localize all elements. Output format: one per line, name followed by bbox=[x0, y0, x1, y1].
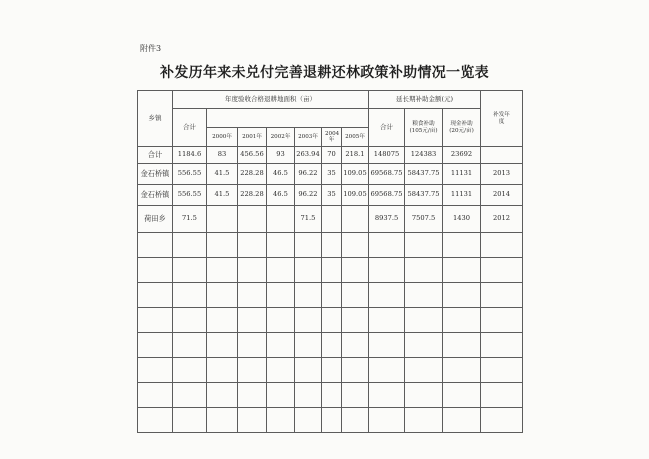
empty-cell bbox=[207, 233, 238, 258]
empty-cell bbox=[322, 358, 342, 383]
header-cash-subsidy bbox=[443, 109, 481, 147]
empty-cell bbox=[267, 358, 295, 383]
empty-cell bbox=[207, 408, 238, 433]
cell-2000: 83 bbox=[207, 147, 238, 164]
empty-cell bbox=[443, 333, 481, 358]
cell-year: 2014 bbox=[481, 185, 523, 206]
header-year-2003: 2003年 bbox=[295, 128, 322, 147]
empty-cell bbox=[295, 233, 322, 258]
cell-area-total: 556.55 bbox=[173, 164, 207, 185]
empty-cell bbox=[238, 333, 267, 358]
empty-cell bbox=[173, 383, 207, 408]
empty-cell bbox=[238, 408, 267, 433]
table-row bbox=[138, 147, 523, 164]
empty-cell bbox=[138, 283, 173, 308]
cell-grain: 124383 bbox=[405, 147, 443, 164]
cell-township: 荷田乡 bbox=[138, 206, 173, 233]
cell-township: 金石桥镇 bbox=[138, 185, 173, 206]
empty-cell bbox=[369, 308, 405, 333]
empty-cell bbox=[481, 233, 523, 258]
empty-cell bbox=[322, 258, 342, 283]
cell-2003: 96.22 bbox=[295, 164, 322, 185]
cell-2000: 41.5 bbox=[207, 164, 238, 185]
empty-cell bbox=[207, 308, 238, 333]
cell-2002: 46.5 bbox=[267, 185, 295, 206]
header-year-2001: 2001年 bbox=[238, 128, 267, 147]
empty-cell bbox=[481, 283, 523, 308]
empty-cell bbox=[443, 358, 481, 383]
empty-cell bbox=[322, 383, 342, 408]
cell-cash: 11131 bbox=[443, 164, 481, 185]
cell-2002: 93 bbox=[267, 147, 295, 164]
empty-cell bbox=[173, 258, 207, 283]
empty-cell bbox=[342, 333, 369, 358]
header-supplement-year: 补发年度 bbox=[481, 91, 523, 147]
empty-cell bbox=[369, 383, 405, 408]
cell-2004: 35 bbox=[322, 185, 342, 206]
cell-area-total: 71.5 bbox=[173, 206, 207, 233]
empty-cell bbox=[481, 408, 523, 433]
empty-cell bbox=[405, 283, 443, 308]
empty-table-row bbox=[138, 308, 523, 333]
empty-cell bbox=[443, 233, 481, 258]
cell-2001: 228.28 bbox=[238, 164, 267, 185]
empty-cell bbox=[369, 333, 405, 358]
empty-cell bbox=[207, 258, 238, 283]
empty-cell bbox=[443, 283, 481, 308]
empty-cell bbox=[267, 258, 295, 283]
empty-cell bbox=[369, 283, 405, 308]
cell-2003: 96.22 bbox=[295, 185, 322, 206]
cell-2003: 71.5 bbox=[295, 206, 322, 233]
empty-cell bbox=[267, 308, 295, 333]
header-subsidy-total: 合计 bbox=[369, 109, 405, 147]
empty-cell bbox=[342, 408, 369, 433]
empty-cell bbox=[481, 383, 523, 408]
cell-2000 bbox=[207, 206, 238, 233]
cell-2001: 456.56 bbox=[238, 147, 267, 164]
page-title: 补发历年来未兑付完善退耕还林政策补助情况一览表 bbox=[160, 65, 489, 81]
cell-2000: 41.5 bbox=[207, 185, 238, 206]
empty-cell bbox=[405, 383, 443, 408]
empty-cell bbox=[238, 308, 267, 333]
cash-rate-label: (20元/亩) bbox=[449, 127, 474, 134]
cell-grain: 58437.75 bbox=[405, 164, 443, 185]
empty-cell bbox=[369, 358, 405, 383]
cell-year: 2013 bbox=[481, 164, 523, 185]
empty-cell bbox=[342, 383, 369, 408]
table-row bbox=[138, 164, 523, 185]
cell-subsidy-total: 148075 bbox=[369, 147, 405, 164]
header-grain-subsidy bbox=[405, 109, 443, 147]
empty-cell bbox=[238, 358, 267, 383]
empty-table-row bbox=[138, 358, 523, 383]
empty-cell bbox=[173, 283, 207, 308]
empty-cell bbox=[267, 233, 295, 258]
empty-cell bbox=[207, 383, 238, 408]
empty-cell bbox=[238, 233, 267, 258]
empty-cell bbox=[405, 408, 443, 433]
empty-cell bbox=[443, 308, 481, 333]
grain-rate-label: (105元/亩) bbox=[409, 127, 438, 134]
empty-cell bbox=[342, 283, 369, 308]
grain-subsidy-label: 粮食补助 bbox=[412, 121, 435, 128]
empty-cell bbox=[443, 408, 481, 433]
empty-cell bbox=[342, 258, 369, 283]
cell-subsidy-total: 69568.75 bbox=[369, 164, 405, 185]
empty-cell bbox=[295, 408, 322, 433]
cell-year bbox=[481, 147, 523, 164]
empty-cell bbox=[295, 283, 322, 308]
empty-cell bbox=[238, 383, 267, 408]
empty-cell bbox=[207, 283, 238, 308]
cell-grain: 7507.5 bbox=[405, 206, 443, 233]
empty-table-row bbox=[138, 383, 523, 408]
empty-cell bbox=[207, 358, 238, 383]
cell-2004 bbox=[322, 206, 342, 233]
cell-cash: 1430 bbox=[443, 206, 481, 233]
cell-2005 bbox=[342, 206, 369, 233]
header-township: 乡镇 bbox=[138, 91, 173, 147]
empty-cell bbox=[369, 408, 405, 433]
empty-cell bbox=[405, 258, 443, 283]
empty-cell bbox=[138, 308, 173, 333]
cell-2001: 228.28 bbox=[238, 185, 267, 206]
empty-cell bbox=[405, 308, 443, 333]
empty-cell bbox=[481, 308, 523, 333]
header-area-total: 合计 bbox=[173, 109, 207, 147]
empty-cell bbox=[138, 258, 173, 283]
empty-cell bbox=[443, 258, 481, 283]
header-area-group: 年度验收合格退耕地面积（亩） bbox=[173, 91, 369, 109]
empty-table-row bbox=[138, 258, 523, 283]
empty-cell bbox=[342, 358, 369, 383]
cell-grain: 58437.75 bbox=[405, 185, 443, 206]
empty-table-row bbox=[138, 408, 523, 433]
empty-cell bbox=[369, 258, 405, 283]
cell-2005: 109.05 bbox=[342, 164, 369, 185]
empty-cell bbox=[322, 408, 342, 433]
empty-cell bbox=[173, 358, 207, 383]
empty-cell bbox=[481, 333, 523, 358]
empty-table-row bbox=[138, 283, 523, 308]
cell-area-total: 556.55 bbox=[173, 185, 207, 206]
empty-cell bbox=[342, 308, 369, 333]
cell-2002: 46.5 bbox=[267, 164, 295, 185]
cell-cash: 11131 bbox=[443, 185, 481, 206]
header-subsidy-group: 延长期补助金额(元) bbox=[369, 91, 481, 109]
empty-cell bbox=[207, 333, 238, 358]
cell-area-total: 1184.6 bbox=[173, 147, 207, 164]
empty-cell bbox=[443, 383, 481, 408]
empty-cell bbox=[267, 333, 295, 358]
cell-2001 bbox=[238, 206, 267, 233]
empty-cell bbox=[295, 258, 322, 283]
empty-cell bbox=[267, 408, 295, 433]
empty-cell bbox=[138, 333, 173, 358]
table-row bbox=[138, 206, 523, 233]
empty-cell bbox=[295, 333, 322, 358]
empty-cell bbox=[369, 233, 405, 258]
cell-2004: 70 bbox=[322, 147, 342, 164]
empty-cell bbox=[481, 258, 523, 283]
cell-township: 合计 bbox=[138, 147, 173, 164]
header-year-2004: 2004年 bbox=[322, 128, 342, 147]
empty-cell bbox=[173, 333, 207, 358]
empty-cell bbox=[322, 308, 342, 333]
empty-cell bbox=[295, 383, 322, 408]
table-row bbox=[138, 185, 523, 206]
empty-cell bbox=[322, 233, 342, 258]
cell-2004: 35 bbox=[322, 164, 342, 185]
empty-cell bbox=[481, 358, 523, 383]
cell-2005: 218.1 bbox=[342, 147, 369, 164]
cell-2003: 263.94 bbox=[295, 147, 322, 164]
empty-table-row bbox=[138, 233, 523, 258]
empty-cell bbox=[405, 333, 443, 358]
empty-cell bbox=[295, 308, 322, 333]
empty-cell bbox=[405, 233, 443, 258]
cell-cash: 23692 bbox=[443, 147, 481, 164]
header-year-2005: 2005年 bbox=[342, 128, 369, 147]
empty-cell bbox=[238, 283, 267, 308]
empty-cell bbox=[173, 408, 207, 433]
cell-2005: 109.05 bbox=[342, 185, 369, 206]
cash-subsidy-label: 现金补助 bbox=[450, 121, 473, 128]
empty-cell bbox=[322, 283, 342, 308]
empty-cell bbox=[405, 358, 443, 383]
cell-2002 bbox=[267, 206, 295, 233]
annex-label: 附件3 bbox=[140, 44, 162, 53]
empty-cell bbox=[295, 358, 322, 383]
empty-cell bbox=[138, 358, 173, 383]
subsidy-table bbox=[137, 90, 523, 433]
empty-cell bbox=[173, 233, 207, 258]
empty-cell bbox=[238, 258, 267, 283]
empty-cell bbox=[322, 333, 342, 358]
empty-cell bbox=[342, 233, 369, 258]
empty-cell bbox=[138, 408, 173, 433]
empty-cell bbox=[138, 383, 173, 408]
empty-cell bbox=[267, 383, 295, 408]
empty-table-row bbox=[138, 333, 523, 358]
cell-township: 金石桥镇 bbox=[138, 164, 173, 185]
header-year-2000: 2000年 bbox=[207, 128, 238, 147]
cell-year: 2012 bbox=[481, 206, 523, 233]
empty-cell bbox=[173, 308, 207, 333]
empty-cell bbox=[267, 283, 295, 308]
cell-subsidy-total: 69568.75 bbox=[369, 185, 405, 206]
cell-subsidy-total: 8937.5 bbox=[369, 206, 405, 233]
empty-cell bbox=[138, 233, 173, 258]
header-year-2002: 2002年 bbox=[267, 128, 295, 147]
